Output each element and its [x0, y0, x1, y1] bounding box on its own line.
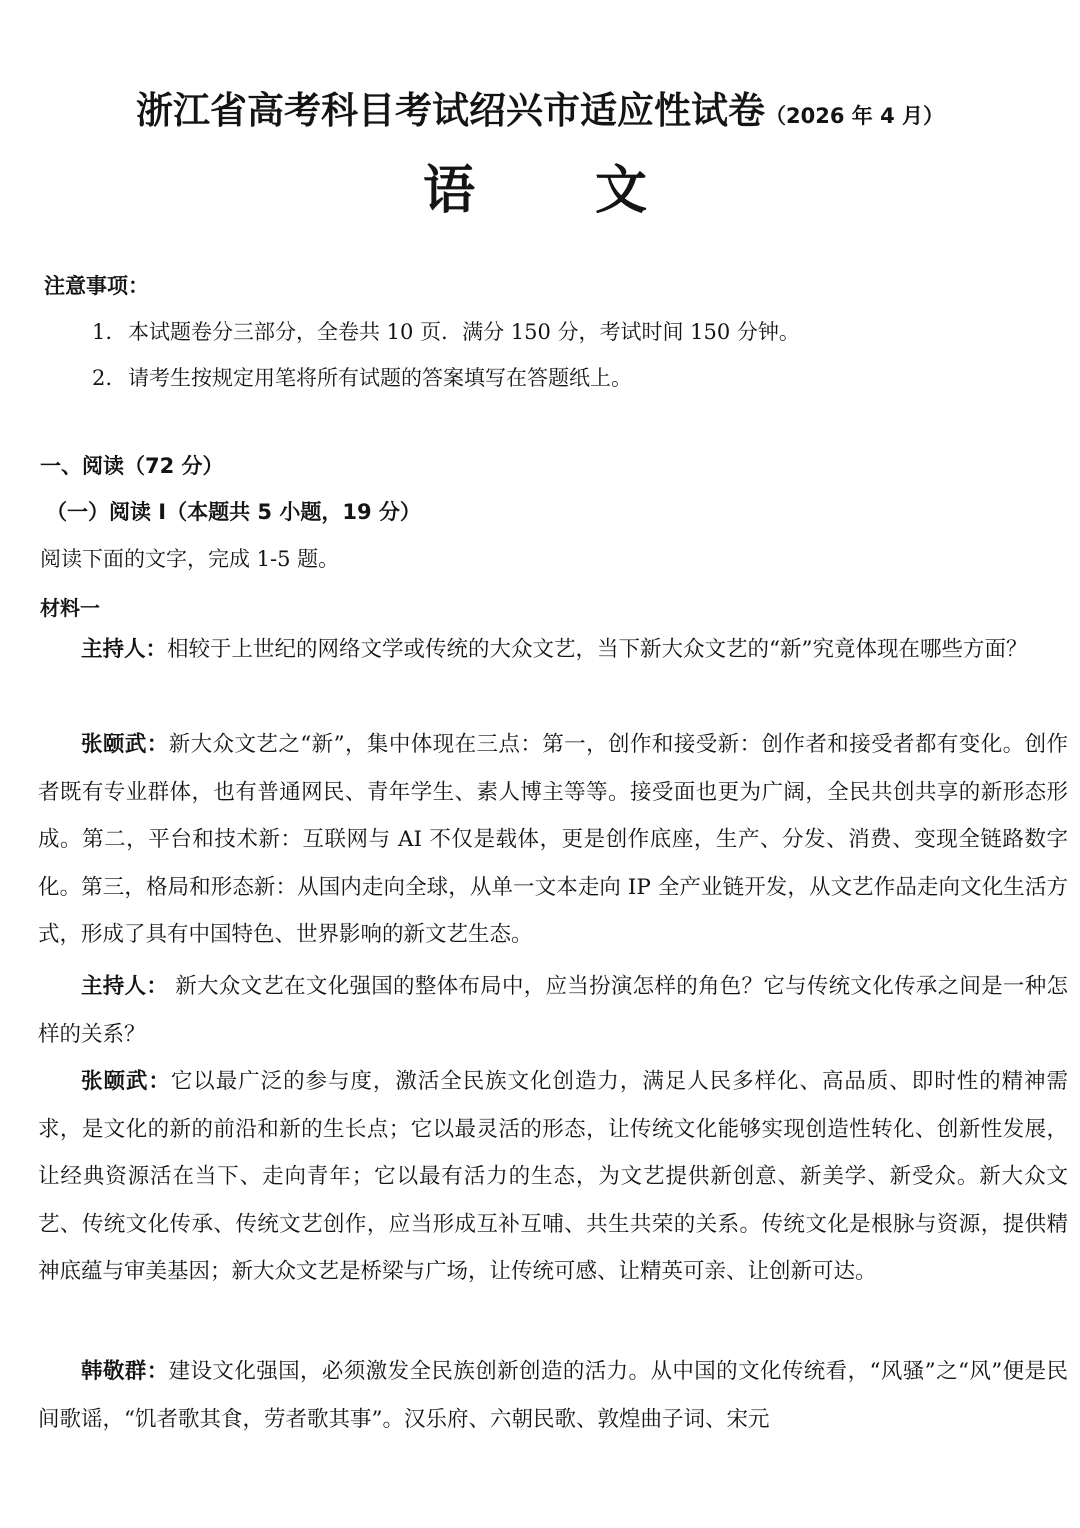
- material-label: 材料一: [40, 596, 100, 620]
- dialogue-paragraph: [38, 963, 1068, 1058]
- speaker-name: 主持人：: [81, 974, 169, 999]
- speaker-name: 张颐武：: [81, 732, 169, 757]
- speaker-text: 它以最广泛的参与度，激活全民族文化创造力，满足人民多样化、高品质、即时性的精神需求，是文化的新的前沿和新的生长点；它以最灵活的形态，让传统文化能够实现创造性转化、创新性发展，让经典资源活在当下、走向青年；它以最有活力的生态，为文艺提供新创意、新美学、新受众。新大众文艺、传统文化传承、传统文艺创作，应当形成互补互哺、共生共荣的关系。传统文化是根脉与资源，提供精神底蕴与审美基因；新大众文艺是桥梁与广场，让传统可感、让精英可亲、让创新可达。: [38, 1069, 1068, 1284]
- notice-heading: 注意事项：: [44, 274, 149, 298]
- dialogue-paragraph: [38, 626, 1068, 674]
- section-heading: 一、阅读（72 分）: [40, 454, 224, 478]
- speaker-name: 主持人：: [81, 637, 168, 662]
- subsection-heading: （一）阅读 Ⅰ（本题共 5 小题，19 分）: [46, 500, 421, 524]
- notice-item: [92, 316, 800, 346]
- speaker-name: 韩敬群：: [81, 1359, 169, 1384]
- notice-item-number: 1.: [92, 320, 113, 344]
- notice-item-text: 本试题卷分三部分，全卷共 10 页．满分 150 分，考试时间 150 分钟。: [128, 320, 800, 344]
- speaker-text: 建设文化强国，必须激发全民族创新创造的活力。从中国的文化传统看，“风骚”之“风”便是民间歌谣，“饥者歌其食，劳者歌其事”。汉乐府、六朝民歌、敦煌曲子词、宋元: [38, 1359, 1068, 1432]
- speaker-text: 相较于上世纪的网络文学或传统的大众文艺，当下新大众文艺的“新”究竟体现在哪些方面？: [167, 637, 1028, 662]
- speaker-text: 新大众文艺之“新”，集中体现在三点：第一，创作和接受新：创作者和接受者都有变化。创作者既有专业群体，也有普通网民、青年学生、素人博主等等。接受面也更为广阔，全民共创共享的新形态形成。第二，平台和技术新：互联网与 AI 不仅是载体，更是创作底座，生产、分发、消费、变现全链路数字化。第三，格局和形态新：从国内走向全球，从单一文本走向 IP 全产业链开发，从文艺作品走向文化生活方式，形成了具有中国特色、世界影响的新文艺生态。: [38, 732, 1068, 947]
- notice-item: [92, 362, 632, 392]
- dialogue-paragraph: [38, 1058, 1068, 1296]
- speaker-name: 张颐武：: [81, 1069, 171, 1094]
- exam-title-text: 浙江省高考科目考试绍兴市适应性试卷: [136, 89, 765, 132]
- exam-date: （2026 年 4 月）: [765, 104, 944, 128]
- dialogue-paragraph: [38, 1348, 1068, 1443]
- dialogue-paragraph: [38, 721, 1068, 959]
- notice-item-text: 请考生按规定用笔将所有试题的答案填写在答题纸上。: [128, 366, 632, 390]
- exam-title: [0, 80, 1080, 134]
- reading-instruction: 阅读下面的文字，完成 1-5 题。: [40, 547, 340, 571]
- notice-item-number: 2.: [92, 366, 113, 390]
- exam-subject: 语文: [422, 161, 767, 221]
- speaker-text: 新大众文艺在文化强国的整体布局中，应当扮演怎样的角色？它与传统文化传承之间是一种怎样的关系？: [38, 974, 1068, 1047]
